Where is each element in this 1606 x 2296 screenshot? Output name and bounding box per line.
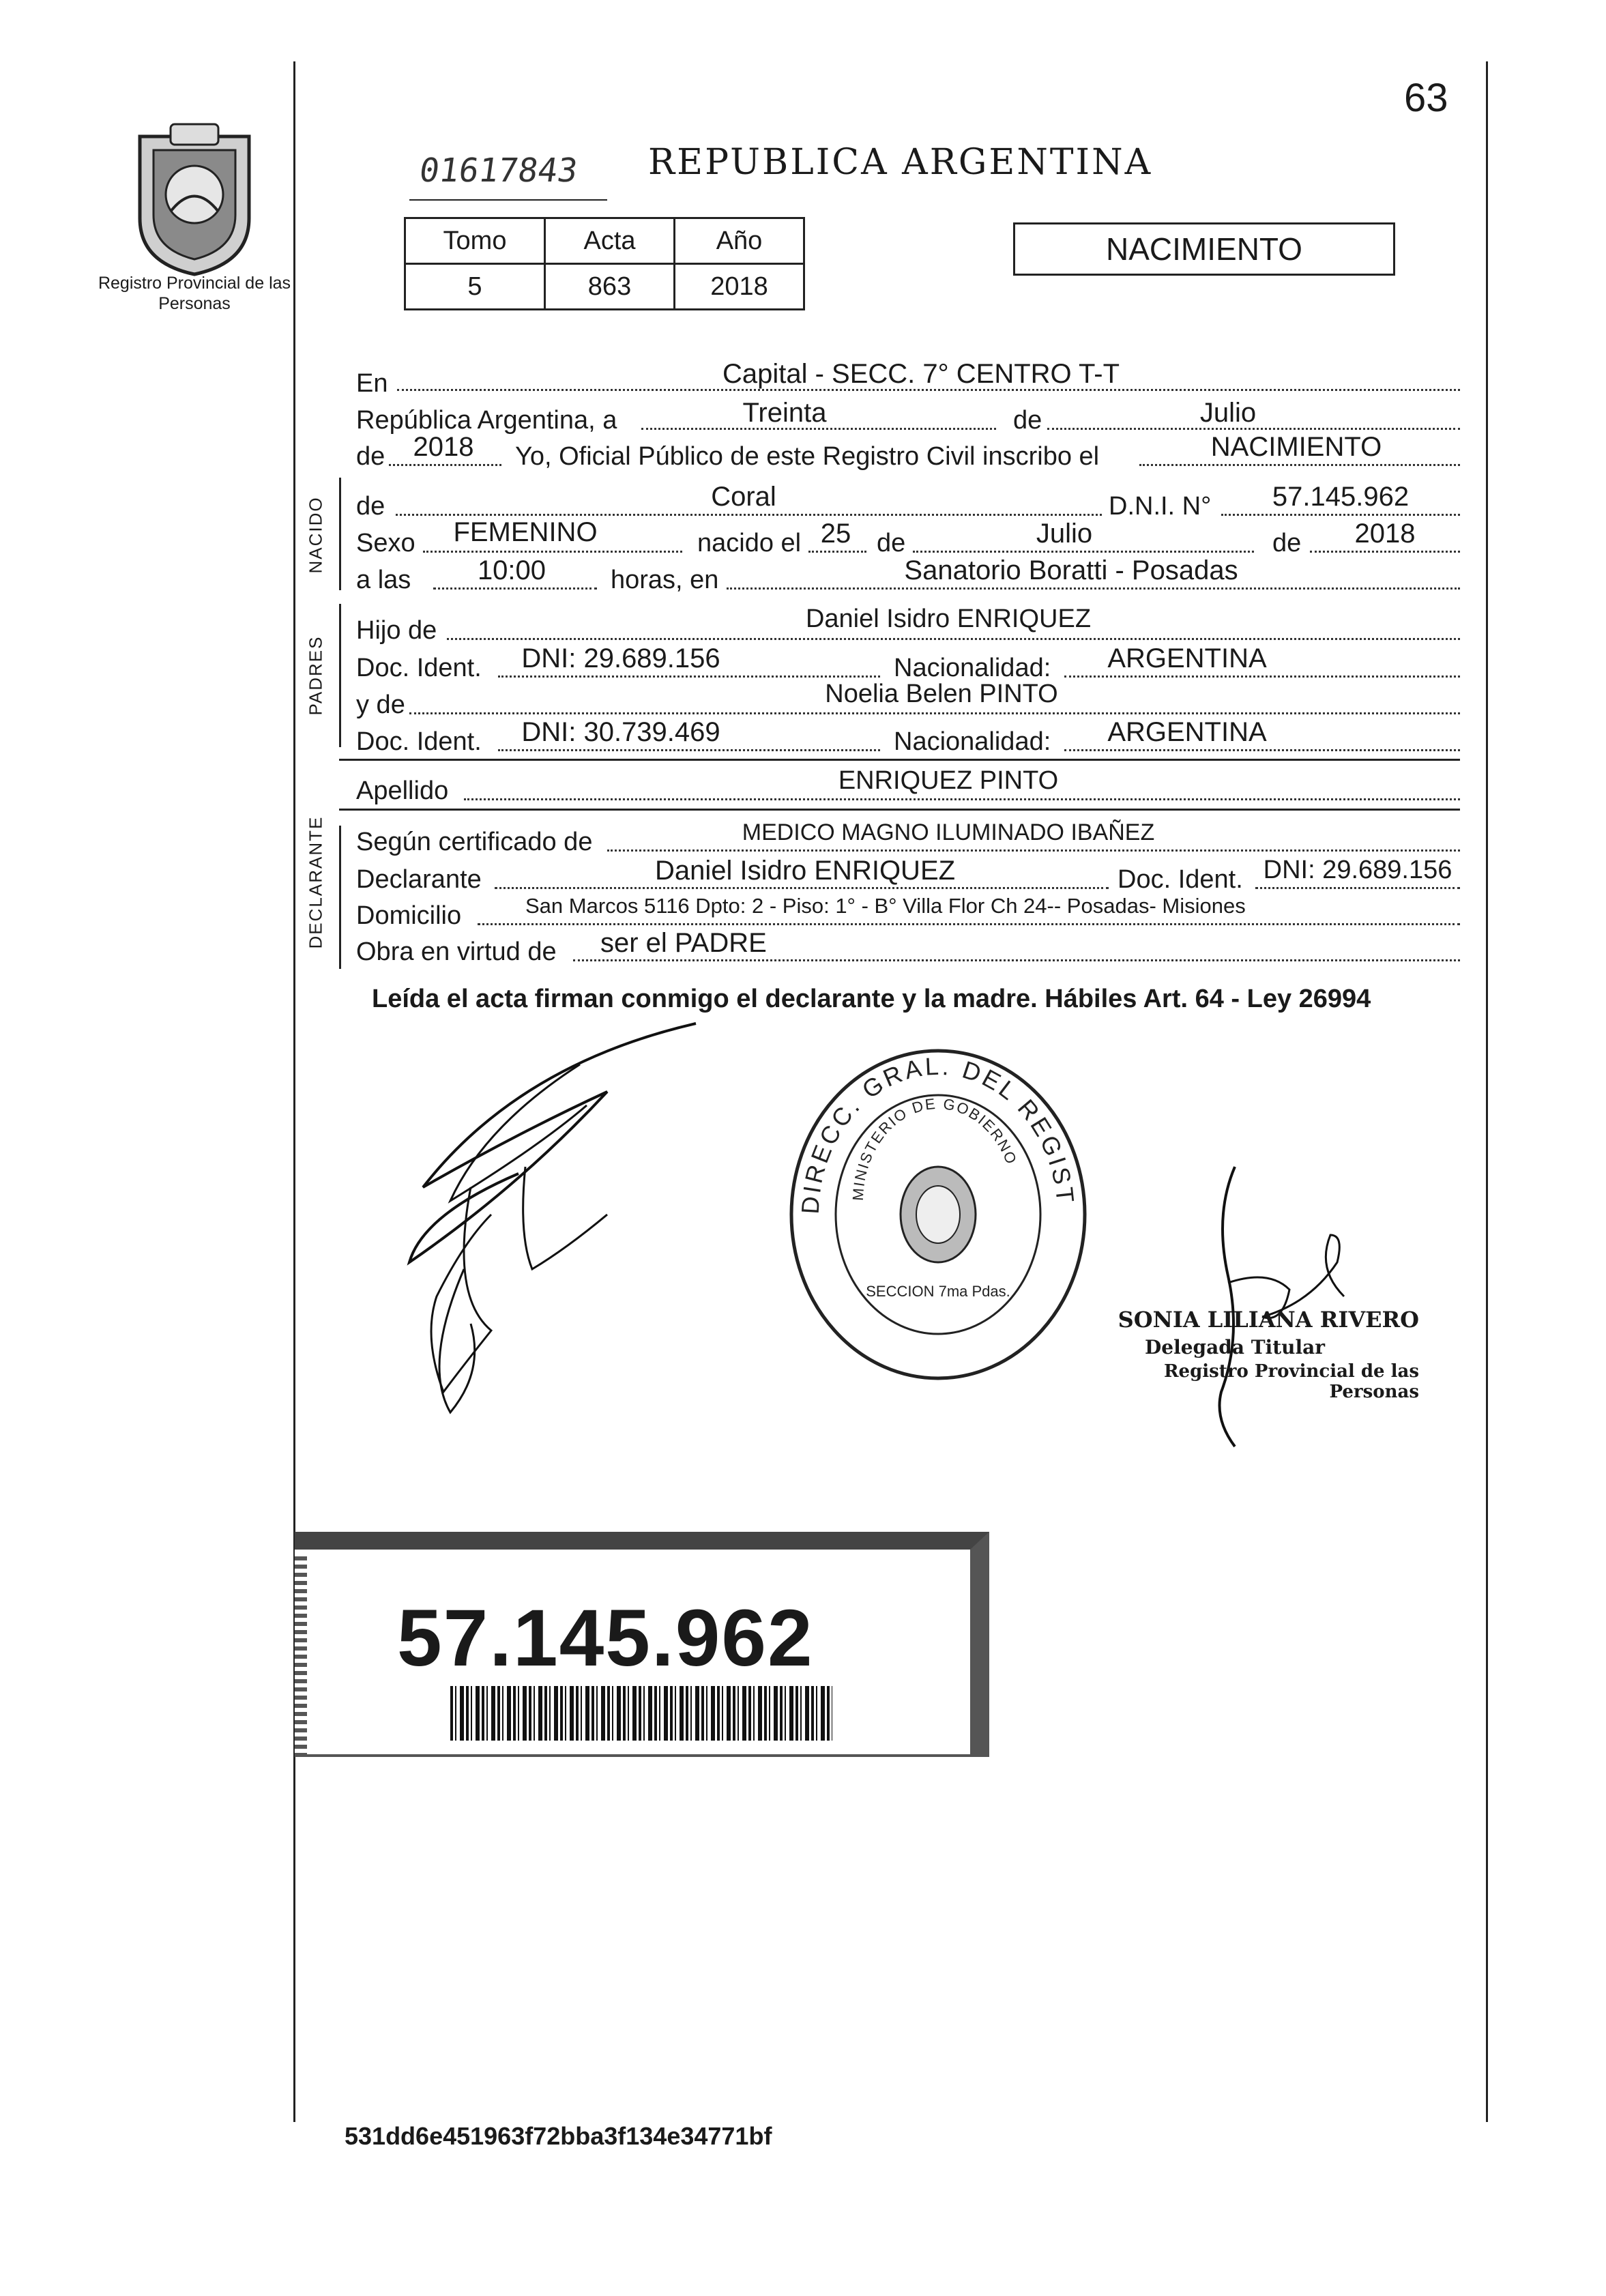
sexo-value: FEMENINO: [453, 517, 598, 547]
dots: [1064, 675, 1460, 678]
mother-nat: ARGENTINA: [1107, 717, 1267, 747]
dots: [1064, 749, 1460, 751]
dots: [808, 551, 866, 553]
obra-label: Obra en virtud de: [356, 938, 557, 966]
nacido-de-label: de: [356, 492, 385, 521]
province-logo: [116, 116, 273, 280]
padres-bracket: [339, 604, 341, 747]
header-ano: Año: [675, 218, 804, 264]
dots: [409, 712, 1460, 714]
birth-place: Sanatorio Boratti - Posadas: [904, 555, 1238, 585]
dots: [423, 551, 682, 553]
seal-inner-text: MINISTERIO DE GOBIERNO: [849, 1094, 1021, 1202]
father-doc-label: Doc. Ident.: [356, 654, 482, 682]
cert-value: MEDICO MAGNO ILUMINADO IBAÑEZ: [742, 819, 1155, 845]
birth-time: 10:00: [477, 555, 546, 585]
officer-org: Registro Provincial de las Personas: [1163, 1361, 1419, 1402]
page-number: 63: [1404, 76, 1448, 120]
declarant-signature: [382, 1010, 764, 1419]
domicilio-value: San Marcos 5116 Dpto: 2 - Piso: 1° - B° Villa Flor Ch 24-- Posadas- Misiones: [525, 894, 1246, 918]
nacido-bracket: [339, 478, 341, 590]
dni-label: D.N.I. N°: [1109, 492, 1212, 521]
barcode-sticker: [295, 1532, 989, 1757]
padres-separator: [339, 759, 1460, 761]
father-name: Daniel Isidro ENRIQUEZ: [805, 605, 1092, 633]
dots: [433, 587, 597, 590]
month-value: Julio: [1199, 398, 1257, 428]
document-hash: 531dd6e451963f72bba3f134e34771bf: [345, 2122, 772, 2150]
dots: [396, 514, 1102, 516]
declarante-doc: DNI: 29.689.156: [1263, 856, 1452, 884]
father-nat-label: Nacionalidad:: [894, 654, 1051, 682]
hijo-label: Hijo de: [356, 616, 437, 645]
alas-label: a las: [356, 566, 411, 594]
dots: [1047, 428, 1460, 430]
country-title: REPUBLICA ARGENTINA: [648, 142, 1153, 183]
dots: [464, 798, 1460, 800]
officer-role: Delegada Titular: [1144, 1336, 1326, 1358]
serial-underline: [409, 199, 607, 201]
birth-day: 25: [820, 519, 851, 549]
dots: [397, 389, 1460, 391]
officer-name: SONIA LILIANA RIVERO: [1118, 1307, 1419, 1333]
father-doc: DNI: 29.689.156: [521, 643, 720, 673]
left-margin-line: [293, 61, 295, 2122]
sexo-label: Sexo: [356, 529, 415, 557]
horas-label: horas, en: [611, 566, 719, 594]
sticker-side-strip: [295, 1556, 307, 1754]
cert-label: Según certificado de: [356, 828, 593, 856]
dots: [495, 887, 1109, 889]
birth-month: Julio: [1036, 519, 1093, 549]
mother-doc-label: Doc. Ident.: [356, 727, 482, 756]
serial-number: 01617843: [417, 151, 581, 190]
dots: [498, 675, 880, 678]
father-nat: ARGENTINA: [1107, 643, 1267, 673]
nacido-el-label: nacido el: [697, 529, 802, 557]
dots: [1255, 887, 1460, 889]
barcode-bars: [450, 1686, 832, 1741]
dots: [1139, 464, 1460, 466]
declarante-row-label: Declarante: [356, 865, 482, 894]
year-prefix: de: [356, 442, 385, 471]
birth-year: 2018: [1354, 519, 1416, 549]
de-label-2: de: [877, 529, 906, 557]
barcode-number: 57.145.962: [397, 1593, 814, 1683]
nacido-label: NACIDO: [305, 496, 326, 574]
yde-label: y de: [356, 691, 405, 719]
mother-name: Noelia Belen PINTO: [825, 680, 1058, 708]
dots: [447, 638, 1460, 640]
document-type-box: [1013, 222, 1395, 276]
official-seal: [781, 1044, 1095, 1385]
registry-name: Registro Provincial de las Personas: [98, 274, 291, 313]
obra-value: ser el PADRE: [600, 928, 767, 958]
mother-doc: DNI: 30.739.469: [521, 717, 720, 747]
dots: [913, 551, 1254, 553]
event-value: NACIMIENTO: [1210, 432, 1382, 462]
document-type: NACIMIENTO: [1106, 231, 1302, 267]
en-label: En: [356, 369, 388, 398]
republica-label: República Argentina, a: [356, 406, 617, 435]
mother-nat-label: Nacionalidad:: [894, 727, 1051, 756]
value-ano: 2018: [675, 264, 804, 310]
seal-outer-text: DIRECC. GRAL. DEL REGIST: [795, 1051, 1080, 1215]
dots: [1221, 514, 1460, 516]
apellido-label: Apellido: [356, 776, 449, 805]
day-value: Treinta: [742, 398, 827, 428]
de-label: de: [1013, 406, 1042, 435]
child-name: Coral: [711, 482, 776, 512]
header-tomo: Tomo: [405, 218, 545, 264]
declarante-bracket: [339, 826, 341, 969]
padres-label: PADRES: [305, 635, 326, 716]
apellido-value: ENRIQUEZ PINTO: [838, 766, 1059, 795]
dots: [641, 428, 996, 430]
child-dni: 57.145.962: [1272, 482, 1410, 512]
header-acta: Acta: [545, 218, 675, 264]
dots: [573, 959, 1460, 961]
dots: [1310, 551, 1460, 553]
value-acta: 863: [545, 264, 675, 310]
domicilio-label: Domicilio: [356, 901, 462, 930]
value-tomo: 5: [405, 264, 545, 310]
seal-bottom-text: SECCION 7ma Pdas.: [866, 1283, 1010, 1300]
declarante-doc-label: Doc. Ident.: [1118, 865, 1243, 894]
dots: [389, 464, 501, 466]
record-table: [404, 217, 805, 310]
apellido-separator: [339, 809, 1460, 811]
dots: [478, 923, 1460, 925]
declarante-value: Daniel Isidro ENRIQUEZ: [654, 856, 956, 886]
statement: Yo, Oficial Público de este Registro Civil inscribo el: [515, 442, 1100, 471]
right-margin-line: [1486, 61, 1488, 2122]
dots: [607, 849, 1460, 852]
year-value: 2018: [413, 432, 474, 462]
declarante-label: DECLARANTE: [305, 815, 326, 949]
dots: [498, 749, 880, 751]
place-value: Capital - SECC. 7° CENTRO T-T: [722, 359, 1120, 389]
dots: [727, 587, 1460, 590]
closing-text: Leída el acta firman conmigo el declarante y la madre. Hábiles Art. 64 - Ley 26994: [372, 985, 1371, 1013]
de-label-3: de: [1272, 529, 1302, 557]
